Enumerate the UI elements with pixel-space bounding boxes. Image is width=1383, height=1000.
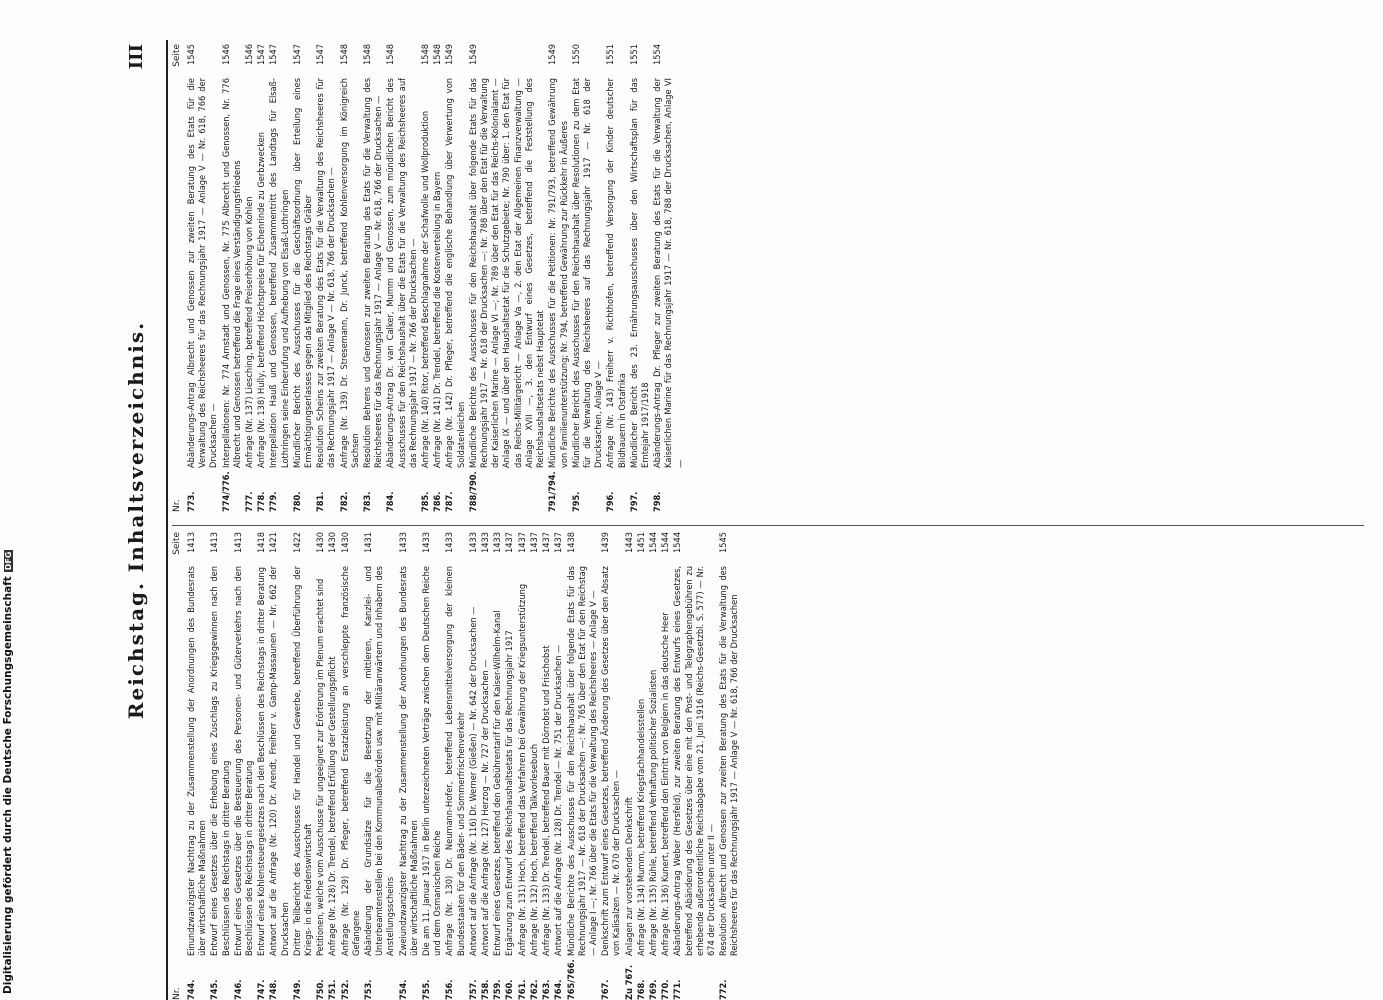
entry-number: 758. [480, 979, 492, 1000]
entry-number: 749. [291, 979, 303, 1000]
entry-page: 1430 [327, 532, 339, 554]
entry-page: 1443 [623, 532, 635, 554]
toc-entry [362, 44, 384, 512]
column-divider [172, 525, 1364, 526]
entry-page: 1546 [244, 44, 256, 66]
toc-entry [398, 532, 420, 1000]
entry-number: 759. [492, 979, 504, 1000]
entry-page: 1437 [516, 532, 528, 554]
entry-page: 1544 [660, 532, 672, 554]
entry-text: Anfrage (Nr. 137) Liesching, betreffend Preiserhöhung von Kohlen [244, 196, 256, 468]
entry-text: Antwort auf die Anfrage (Nr. 116) Dr. Werner (Gießen) — Nr. 642 der Drucksachen — [467, 606, 479, 956]
entry-number: 757. [467, 979, 479, 1000]
toc-entry [340, 532, 362, 1000]
entry-number: 798. [652, 491, 664, 512]
entry-text: Abänderung der Grundsätze für die Besetzung der mittleren, Kanzlei- und Unterbeamtenstellen bei den Kommunalbehörden usw. mit Militäranwärtern und Inhabern des Anstellungsscheins [363, 566, 397, 956]
left-column [172, 532, 1364, 1000]
entry-text: Abänderungs-Antrag Dr. van Calker, Mumm und Genossen, zum mündlichen Bericht des Ausschusses für den Reichshaushalt über die Etats für die Verwaltung des Reichsheeres auf das Rechnungsjahr 1917 — Nr. 766 der Drucksachen — [385, 78, 419, 468]
entry-text: Anfrage (Nr. 140) Ritor, betreffend Beschlagnahme der Schafwolle und Wollproduktion [420, 110, 432, 468]
entry-page: 1433 [421, 532, 433, 554]
entry-page: 1551 [628, 44, 640, 66]
entry-page: 1430 [315, 532, 327, 554]
toc-entry [315, 532, 326, 1000]
entry-text: Antwort auf die Anfrage (Nr. 127) Herzog — Nr. 727 der Drucksachen — [480, 659, 492, 956]
toc-entry [315, 44, 337, 512]
seite-label: Seite [172, 532, 182, 555]
entry-page: 1544 [647, 532, 659, 554]
toc-entry [492, 532, 503, 1000]
entry-page: 1554 [652, 44, 664, 66]
entry-text: Anfrage (Nr. 139) Dr. Stresemann, Dr. Junck, betreffend Kohlenversorgung im Königreich Sachsen [338, 78, 361, 468]
entry-text: Anfrage (Nr. 143) Freiherr v. Richthofen, betreffend Versorgung der Kinder deutscher Bildhauern in Ostafrika [605, 78, 628, 468]
entry-number: 774/776. [220, 471, 232, 512]
toc-entry [292, 44, 314, 512]
entry-page: 1418 [256, 532, 268, 554]
entry-text: Mündlicher Bericht des Ausschusses für den Reichshaushalt über Resolutionen zu dem Etat für die Verwaltung des Reichsheeres auf das Rechnungsjahr 1917 — Nr. 618 der Drucksachen, Anlage V — [570, 78, 605, 468]
toc-entry [529, 532, 540, 1000]
entry-number: 779. [268, 491, 280, 512]
entry-number: 755. [421, 979, 433, 1000]
entry-text: Abänderungs-Antrag Albrecht und Genossen zur zweiten Beratung des Etats für die Verwaltung des Reichsheeres für das Rechnungsjahr 1917 — Anlage V — Nr. 618, 766 der Drucksachen — [186, 78, 220, 468]
entry-number: 761. [516, 979, 528, 1000]
entry-page: 1430 [339, 532, 351, 554]
entry-page: 1433 [480, 532, 492, 554]
toc-entry [339, 44, 361, 512]
entry-page: 1551 [605, 44, 617, 66]
entry-number: 768. [635, 979, 647, 1000]
entry-text: Anfrage (Nr. 141) Dr. Trendel, betreffend die Kostenverteilung in Bayern [432, 171, 444, 468]
toc-entry [468, 44, 546, 512]
entry-page: 1545 [186, 44, 197, 66]
entry-page: 1548 [338, 44, 350, 66]
entry-page: 1549 [547, 44, 559, 66]
entry-number: 773. [186, 491, 197, 512]
entry-number: 788/790. [467, 471, 479, 512]
toc-entry [517, 532, 528, 1000]
entry-page: 1437 [504, 532, 516, 554]
entry-number: 791/794. [547, 471, 559, 512]
toc-entry [629, 44, 651, 512]
toc-entry [660, 532, 671, 1000]
entry-page: 1413 [232, 532, 244, 554]
toc-entry [652, 44, 686, 512]
toc-entry [624, 532, 635, 1000]
entry-text: Anfrage (Nr. 138) Hully, betreffend Höchstpreise für Eichenrinde zu Gerbzwecken [256, 132, 268, 468]
entry-page: 1433 [397, 532, 409, 554]
entry-text: Anfrage (Nr. 134) Mumm, betreffend Kriegsfachhandelsstellen [635, 698, 647, 956]
entry-text: Dritter Teilbericht des Ausschusses für Handel und Gewerbe, betreffend Überführung der Kriegs- in die Friedenswirtschaft [291, 566, 315, 956]
entry-number: 784. [385, 491, 397, 512]
entry-page: 1422 [291, 532, 303, 554]
toc-entry [547, 44, 569, 512]
entry-number: 748. [268, 979, 280, 1000]
entry-text: Anlagen zur vorstehenden Denkschrift [623, 796, 635, 956]
toc-entry [327, 532, 338, 1000]
toc-entry [420, 44, 431, 512]
entry-number: 750. [315, 979, 327, 1000]
entry-number: 797. [628, 491, 640, 512]
entry-text: Resolution Albrecht und Genossen zur zweiten Beratung des Etats für die Verwaltung des Reichsheeres für das Rechnungsjahr 1917 — Anlage V — Nr. 618, 766 der Drucksachen [718, 566, 741, 956]
entry-text: Mündliche Berichte des Ausschusses für den Reichshaushalt über folgende Etats für das Rechnungsjahr 1917 — Nr. 618 der Drucksachen —: Nr. 765 über den Etat für den Reichstag — Anlage I —; Nr. 766 über die Etats für die Verwaltung des Reichsheeres — Anlage V — [565, 566, 599, 956]
entry-text: Anfrage (Nr. 129) Dr. Pfleger, betreffend Ersatzleistung an verschleppte französische Gefangene [339, 566, 362, 956]
toc-entry [186, 44, 220, 512]
entry-number: 769. [647, 979, 659, 1000]
entry-number: 765/766. [565, 959, 577, 1000]
entry-page: 1547 [268, 44, 280, 66]
entry-page: 1433 [467, 532, 479, 554]
entry-page: 1549 [444, 44, 456, 66]
entry-text: Ergänzung zum Entwurf des Reichshaushaltsetats für das Rechnungsjahr 1917 [504, 630, 516, 956]
entry-text: Resolution Behrens und Genossen zur zweiten Beratung des Etats für die Verwaltung des Reichsheeres für das Rechnungsjahr 1917 — Anlage V — Nr. 618, 766 der Drucksachen — [362, 78, 385, 468]
header-rule [166, 40, 168, 1000]
entry-text: Abänderungs-Antrag Weber (Hersfeld), zur zweiten Beratung des Entwurfs eines Gesetzes, betreffend Abänderung des Gesetzes über eine mit den Post- und Telegraphengebühren zu erhebende außerordentliche Reichsabgabe vom 21. Juni 1916 (Reichs-Gesetzbl. S. 577) — Nr. 674 der Drucksachen unter II — [672, 566, 717, 956]
entry-page: 1437 [528, 532, 540, 554]
nr-label: Nr. [172, 499, 182, 512]
entry-text: Mündliche Berichte des Ausschusses für die Petitionen: Nr. 791/793, betreffend Gewährung von Familienunterstützung; Nr. 794, betreffend Gewährung zur Rückkehr in Äußeres [547, 78, 570, 468]
toc-entry [566, 532, 600, 1000]
toc-entry [186, 532, 208, 1000]
entry-page: 1451 [635, 532, 647, 554]
entry-page: 1431 [363, 532, 375, 554]
toc-entry [421, 532, 443, 1000]
toc-entry [468, 532, 479, 1000]
entry-number: 753. [363, 979, 375, 1000]
entry-number: 744. [186, 979, 197, 1000]
entry-page: 1548 [432, 44, 444, 66]
entry-text: Einundzwanzigster Nachtrag zu der Zusammenstellung der Anordnungen des Bundesrats über wirtschaftliche Maßnahmen [186, 566, 209, 956]
footer [2, 0, 16, 994]
entry-text: Mündliche Berichte des Ausschusses für den Reichshaushalt über folgende Etats für das Rechnungsjahr 1917 — Nr. 618 der Drucksachen —: Nr. 788 über den Etat für die Verwaltung der Kaiserlichen Marine — Anlage VI —; Nr. 789 über den Etat für das Reichs-Kolonialamt — Anlage IX — und über den Haushaltsetat für die Schutzgebiete; Nr. 790 über: 1. den Etat für das Reichs-Militärgericht — Anlage Va —, 2. den Etat der Allgemeinen Finanzverwaltung — Anlage XVII —, 3. den Entwurf eines Gesetzes, betreffend die Feststellung des Reichshaushaltsetats nebst Hauptetat [467, 78, 547, 468]
entry-number: 751. [327, 979, 339, 1000]
toc-entry [363, 532, 397, 1000]
entry-number: Zu 767. [623, 964, 635, 1000]
toc-entry [605, 44, 627, 512]
entry-page: 1413 [209, 532, 221, 554]
entry-number: 767. [600, 979, 612, 1000]
toc-entry [553, 532, 564, 1000]
entry-text: Entwurf eines Kohlensteuergesetzes nach den Beschlüssen des Reichstags in dritter Beratung [256, 567, 268, 956]
entry-number: 781. [315, 491, 327, 512]
entry-number: 795. [570, 491, 582, 512]
entry-number: 745. [209, 979, 221, 1000]
right-entry-list [186, 44, 686, 512]
toc-entry [268, 532, 290, 1000]
entry-text: Petitionen, welche vom Ausschusse für ungeeignet zur Erörterung im Plenum erachtet sind [315, 578, 327, 956]
entry-number: 754. [397, 979, 409, 1000]
entry-text: Anfrage (Nr. 132) Hoch, betreffend Talkvorlesebuch [528, 743, 540, 956]
toc-entry [718, 532, 740, 1000]
toc-entry [672, 532, 717, 1000]
page-header [116, 40, 168, 1000]
entry-text: Anfrage (Nr. 136) Kunert, betreffend den Eintritt von Belgiern in das deutsche Heer [660, 612, 672, 956]
entry-text: Mündlicher Bericht des Ausschusses für die Geschäftsordnung über Erteilung eines Ermächtigungserlasses gegen das Mitglied des Reichstags Gräber [291, 78, 315, 468]
footer-credit [2, 550, 14, 994]
entry-page: 1413 [186, 532, 197, 554]
toc-entry [256, 44, 267, 512]
entry-number: 777. [244, 491, 256, 512]
entry-number: 785. [420, 491, 432, 512]
entry-text: Abänderungs-Antrag Dr. Pfleger zur zweiten Beratung des Etats für die Verwaltung der Kaiserlichen Marine für das Rechnungsjahr 1917 — Nr. 618, 788 der Drucksachen, Anlage VI — [652, 78, 686, 468]
entry-number: 747. [256, 979, 268, 1000]
entry-page: 1544 [672, 532, 684, 554]
entry-number: 764. [553, 979, 565, 1000]
toc-entry [233, 532, 255, 1000]
entry-page: 1421 [268, 532, 280, 554]
entry-number: 760. [504, 979, 516, 1000]
entry-number: 780. [291, 491, 303, 512]
entry-number: 752. [339, 979, 351, 1000]
entry-number: 778. [256, 491, 268, 512]
entry-number: 787. [444, 491, 456, 512]
toc-entry [648, 532, 659, 1000]
entry-page: 1438 [565, 532, 577, 554]
entry-text: Entwurf eines Gesetzes über die Erhebung eines Zuschlags zu Kriegsgewinnen nach den Beschlüssen des Reichstags in dritter Beratung [209, 566, 232, 956]
toc-entry [292, 532, 314, 1000]
toc-entry [444, 44, 466, 512]
footer-text: Digitalisierung gefördert durch die Deutsche Forschungsgemeinschaft [2, 576, 14, 994]
page-title: Reichstag. Inhaltsverzeichnis. [124, 320, 148, 720]
entry-text: Interpellation Hauß und Genossen, betreffend Zusammentritt des Landtags für Elsaß-Lothringen seine Einberufung und Aufhebung von Elsaß-Lothringen [268, 78, 291, 468]
entry-page: 1548 [362, 44, 374, 66]
entry-number: 771. [672, 979, 684, 1000]
toc-entry [541, 532, 552, 1000]
toc-entry [480, 532, 491, 1000]
entry-text: Interpellationen: Nr. 774 Arnstadt und Genossen, Nr. 775 Albrecht und Genossen, Nr. 776 Albrecht und Genossen betreffend die Frage eines Verständigungsfriedens [220, 78, 243, 468]
entry-page: 1547 [315, 44, 327, 66]
toc-entry [504, 532, 515, 1000]
entry-page: 1437 [541, 532, 553, 554]
entry-text: Antwort auf die Anfrage (Nr. 120) Dr. Arendt, Freiherr v. Gamp-Massaunen — Nr. 662 der Drucksachen [268, 566, 291, 956]
entry-text: Mündlicher Bericht des 23. Ernährungsausschusses über den Wirtschaftsplan für das Erntejahr 1917/1918 [628, 78, 651, 468]
toc-entry [244, 44, 255, 512]
entry-text: Die am 11. Januar 1917 in Berlin unterzeichneten Verträge zwischen dem Deutschen Reiche und dem Osmanischen Reiche [421, 566, 444, 956]
entry-text: Resolution Scheins zur zweiten Beratung des Etats für die Verwaltung des Reichsheeres für das Rechnungsjahr 1917 — Anlage V — Nr. 618, 766 der Drucksachen — [315, 78, 338, 468]
entry-number: 772. [718, 979, 730, 1000]
entry-number: 782. [338, 491, 350, 512]
entry-page: 1548 [420, 44, 432, 66]
toc-entry [209, 532, 231, 1000]
entry-number: 786. [432, 491, 444, 512]
toc-entry [256, 532, 267, 1000]
toc-entry [268, 44, 290, 512]
entry-number: 762. [528, 979, 540, 1000]
toc-entry [636, 532, 647, 1000]
right-column [172, 44, 1364, 512]
seite-label: Seite [172, 44, 182, 67]
entry-text: Anfrage (Nr. 133) Dr. Trendel, betreffend Bauer mit Dörrobst und Frischobst [541, 645, 553, 956]
entry-page: 1549 [467, 44, 479, 66]
entry-text: Antwort auf die Anfrage (Nr. 128) Dr. Trendel — Nr. 751 der Drucksachen — [553, 644, 565, 956]
toc-entry [432, 44, 443, 512]
entry-number: 783. [362, 491, 374, 512]
entry-number: 770. [660, 979, 672, 1000]
left-column-head [172, 532, 186, 1000]
rotated-document-page [116, 40, 1364, 1000]
entry-page: 1545 [718, 532, 730, 554]
entry-text: Anfrage (Nr. 130) Dr. Neumann-Hofer, betreffend Lebensmittelversorgung der kleinen Bundesstaaten für den Bäder- und Sommerfrischenverkehr [444, 566, 467, 956]
entry-number: 796. [605, 491, 617, 512]
entry-page: 1548 [385, 44, 397, 66]
entry-text: Anfrage (Nr. 142) Dr. Pfleger, betreffend die englische Behandlung über Verwertung von Soldatenleichen [444, 78, 467, 468]
entry-text: Denkschrift zum Entwurf eines Gesetzes, betreffend Änderung des Gesetzes über den Absatz von Kalisalzen — Nr. 670 der Drucksachen — [600, 566, 623, 956]
page-number: III [126, 44, 147, 70]
entry-page: 1439 [600, 532, 612, 554]
entry-text: Anfrage (Nr. 128) Dr. Trendel, betreffend Erfüllung der Gestellungspflicht [327, 656, 339, 956]
entry-page: 1437 [553, 532, 565, 554]
entry-text: Entwurf eines Gesetzes, betreffend den Gebührentarif für den Kaiser-Wilhelm-Kanal [492, 610, 504, 956]
entry-text: Zweiundzwanzigster Nachtrag zu der Zusammenstellung der Anordnungen des Bundesrats über wirtschaftliche Maßnahmen [397, 566, 420, 956]
entry-text: Anfrage (Nr. 131) Hoch, betreffend das Verfahren bei Gewährung der Kriegsunterstützung [516, 583, 528, 956]
entry-page: 1433 [492, 532, 504, 554]
toc-entry [385, 44, 419, 512]
entry-text: Entwurf eines Gesetzes über die Besteuerung des Personen- und Güterverkehrs nach den Beschlüssen des Reichstags in dritter Beratung [232, 566, 256, 956]
entry-number: 746. [232, 979, 244, 1000]
entry-page: 1433 [444, 532, 456, 554]
entry-page: 1547 [256, 44, 268, 66]
entry-page: 1550 [570, 44, 582, 66]
nr-label: Nr. [172, 987, 182, 1000]
entry-number: 763. [541, 979, 553, 1000]
dfg-logo: DFG [4, 551, 13, 571]
toc-entry [600, 532, 622, 1000]
entry-page: 1546 [220, 44, 232, 66]
entry-number: 756. [444, 979, 456, 1000]
left-entry-list [186, 532, 741, 1000]
toc-entry [444, 532, 466, 1000]
entry-page: 1547 [291, 44, 303, 66]
toc-entry [221, 44, 243, 512]
entry-text: Anfrage (Nr. 135) Rühle, betreffend Verhaftung politischer Sozialisten [647, 669, 659, 956]
right-column-head [172, 44, 186, 512]
toc-entry [571, 44, 605, 512]
